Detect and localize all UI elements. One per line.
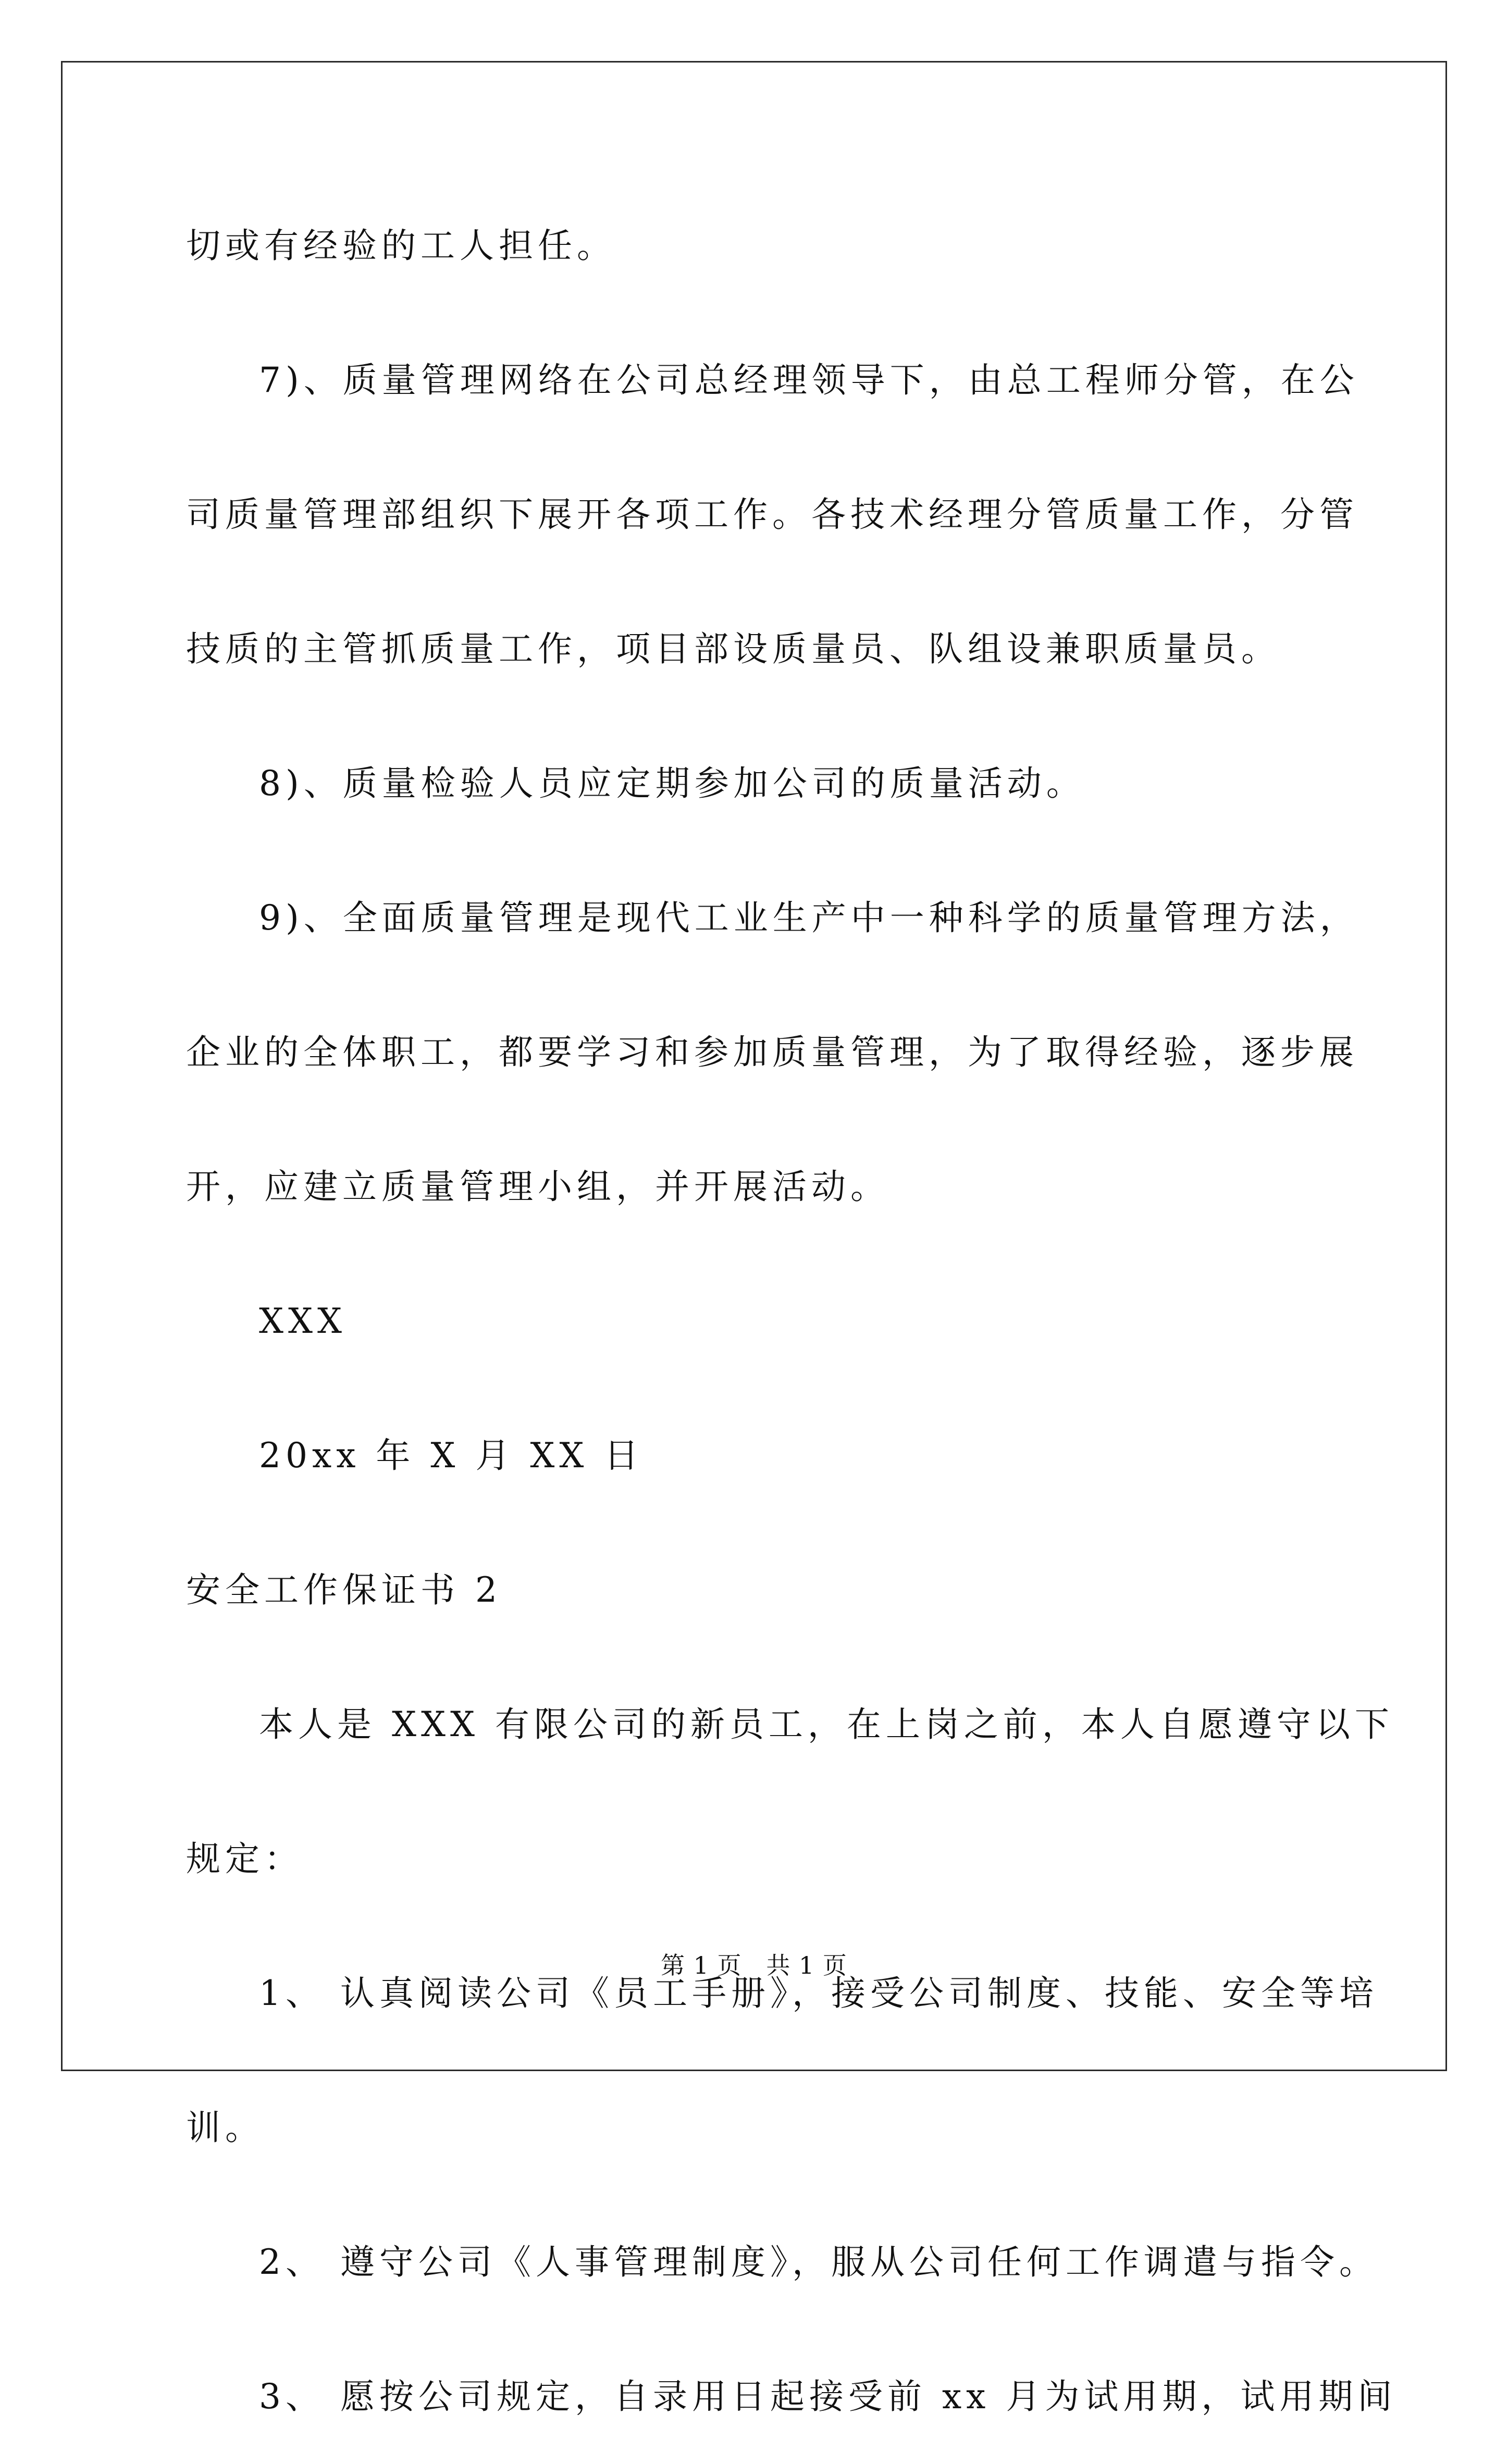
text-line: 训。 xyxy=(186,2108,264,2148)
text-line: 司质量管理部组织下展开各项工作。各技术经理分管质量工作，分管 xyxy=(186,494,1358,535)
page-footer: 第 1 页 共 1 页 xyxy=(661,1951,847,1979)
section-heading: 安全工作保证书 2 xyxy=(186,1570,502,1610)
text-line: 本人是 XXX 有限公司的新员工，在上岗之前，本人自愿遵守以下 xyxy=(259,1704,1394,1744)
list-item: 1、 认真阅读公司《员工手册》，接受公司制度、技能、安全等培 xyxy=(259,1973,1378,2013)
text-line: 规定： xyxy=(186,1839,303,1879)
list-item: 2、 遵守公司《人事管理制度》，服从公司任何工作调遣与指令。 xyxy=(259,2242,1378,2282)
text-line: 9)、全面质量管理是现代工业生产中一种科学的质量管理方法， xyxy=(259,898,1359,938)
text-line: 企业的全体职工，都要学习和参加质量管理，为了取得经验，逐步展 xyxy=(186,1032,1358,1072)
text-line: 切或有经验的工人担任。 xyxy=(186,226,616,266)
text-line: 7)、质量管理网络在公司总经理领导下，由总工程师分管，在公 xyxy=(259,360,1359,400)
list-item: 3、 愿按公司规定，自录用日起接受前 xx 月为试用期，试用期间 xyxy=(259,2376,1397,2417)
text-line: 开，应建立质量管理小组，并开展活动。 xyxy=(186,1167,889,1207)
document-body xyxy=(186,179,1397,2464)
signature-date: 20xx 年 X 月 XX 日 xyxy=(259,1435,644,1476)
text-line: 技质的主管抓质量工作，项目部设质量员、队组设兼职质量员。 xyxy=(186,629,1280,669)
signature-name: XXX xyxy=(259,1301,347,1341)
text-line: 8)、质量检验人员应定期参加公司的质量活动。 xyxy=(259,763,1085,803)
